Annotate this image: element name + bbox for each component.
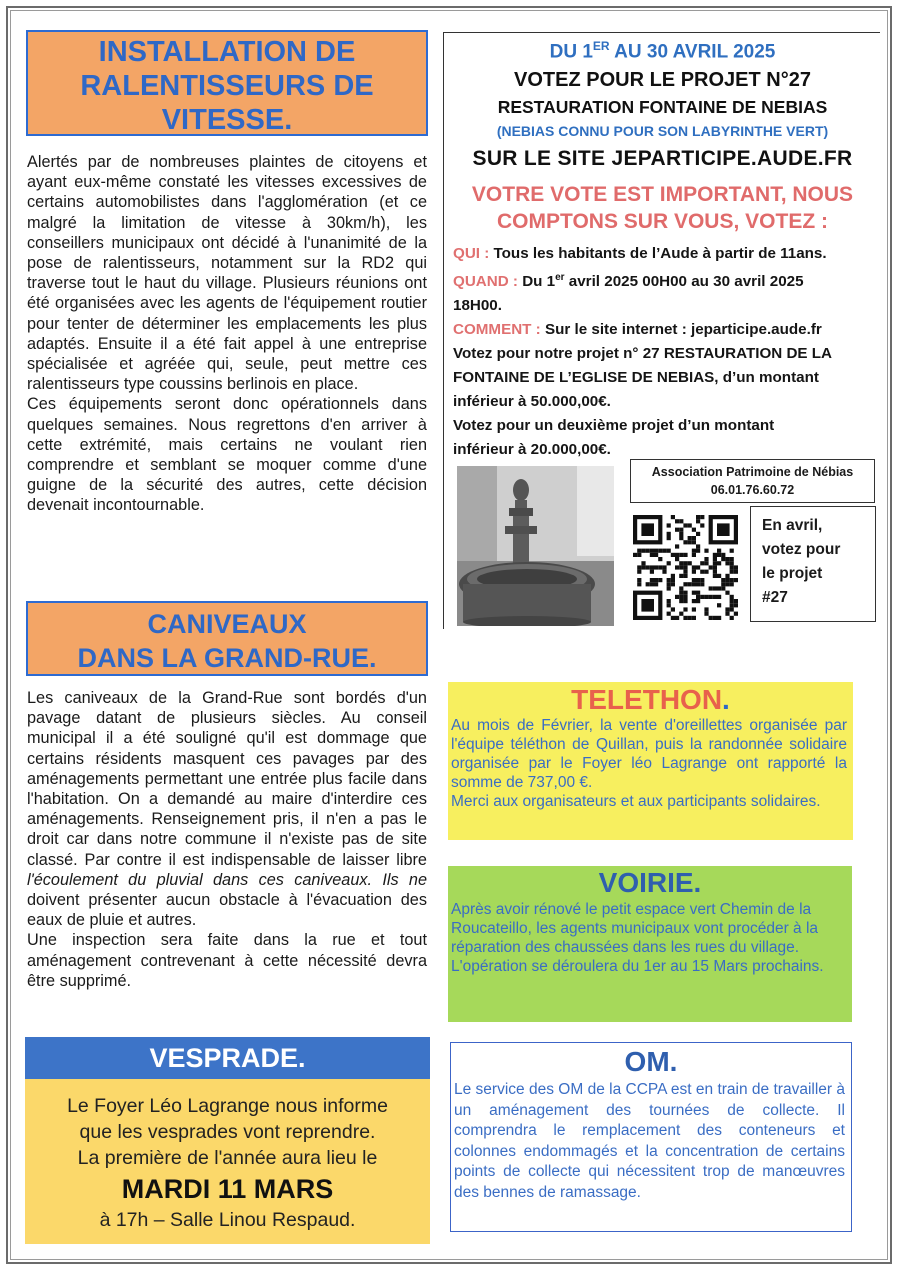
- april-line: En avril,: [762, 517, 823, 534]
- vesprade-body: [25, 1079, 430, 1233]
- vote-site: SUR LE SITE JEPARTICIPE.AUDE.FR: [472, 147, 853, 170]
- caniveaux-text: doivent présenter aucun obstacle à l'évacuation des eaux de pluie et autres.: [27, 891, 427, 930]
- vesprade-box: [25, 1037, 430, 1244]
- vote-qui-label: QUI :: [453, 245, 490, 262]
- telethon-text: [448, 716, 853, 811]
- voirie-box: [448, 866, 852, 1022]
- ralentisseurs-title: [26, 30, 428, 136]
- qr-code-graphic: [632, 512, 738, 622]
- caniveaux-text-italic: l'écoulement du pluvial dans ces caniveaux. Ils ne: [27, 870, 427, 889]
- vote-dates-text: AU 30 AVRIL 2025: [609, 41, 776, 63]
- voirie-title: VOIRIE.: [598, 867, 702, 898]
- om-box: [450, 1042, 852, 1232]
- telethon-title: [448, 682, 853, 716]
- vote-line: Votez pour notre projet n° 27 RESTAURATION DE LA: [453, 345, 833, 363]
- telethon-title-dot: .: [722, 684, 730, 715]
- vote-line: inférieur à 20.000,00€.: [453, 441, 611, 459]
- voirie-paragraph: Après avoir rénové le petit espace vert Chemin de la Roucateillo, les agents municipaux vont procéder à la réparation des chaussées dans les rues du village.: [451, 901, 819, 956]
- vote-qui: [453, 242, 879, 266]
- vesprade-line: Le Foyer Léo Lagrange nous informe: [67, 1095, 388, 1117]
- vote-line: Votez pour un deuxième projet d’un montant: [453, 417, 775, 435]
- voirie-paragraph: L'opération se déroulera du 1er au 15 Mars prochains.: [451, 958, 824, 975]
- ralentisseurs-title-line: RALENTISSEURS DE: [80, 70, 374, 102]
- vesprade-line: que les vesprades vont reprendre.: [79, 1121, 376, 1143]
- caniveaux-title-line: CANIVEAUX: [147, 609, 307, 639]
- voirie-text: [448, 900, 852, 976]
- caniveaux-paragraph: Une inspection sera faite dans la rue et tout aménagement contrevenant à cette nécessité devra être supprimé.: [27, 931, 427, 990]
- vesprade-title: VESPRADE.: [25, 1037, 430, 1079]
- telethon-paragraph: Merci aux organisateurs et aux participants solidaires.: [451, 793, 821, 810]
- telethon-box: [448, 682, 853, 840]
- vote-quand-text: Du 1: [517, 273, 556, 291]
- vote-quand-label: QUAND :: [453, 273, 518, 291]
- vesprade-line: à 17h – Salle Linou Respaud.: [99, 1209, 356, 1231]
- vote-comment-text: Sur le site internet : jeparticipe.aude.fr: [540, 321, 822, 339]
- april-vote-reminder: [750, 506, 876, 622]
- om-title: OM.: [624, 1046, 678, 1077]
- ralentisseurs-title-line: INSTALLATION DE: [98, 36, 356, 68]
- fountain-photo: [457, 466, 614, 626]
- vote-project: VOTEZ POUR LE PROJET N°27: [514, 69, 811, 91]
- vote-important-line: COMPTONS SUR VOUS, VOTEZ :: [497, 210, 828, 233]
- vote-known-for: (NEBIAS CONNU POUR SON LABYRINTHE VERT): [496, 123, 829, 139]
- vote-dates-text: DU 1: [549, 41, 593, 63]
- caniveaux-text: Les caniveaux de la Grand-Rue sont bordés d'un pavage datant de plusieurs siècles. Au conseil municipal il a été souligné qu'il est dommage que certains résidents masquent ces pavages par des aménagements permettant une entrée plus facile dans l'habitation. On a demandé au maire d'interdire ces aménagements. Renseignement pris, il n'en a pas le droit car dans notre commune il n'existe pas de site classé. Par contre il est indispensable de laisser libre: [27, 689, 427, 869]
- association-name: Association Patrimoine de Nébias: [651, 465, 854, 479]
- qr-code-icon[interactable]: [632, 512, 738, 622]
- vote-important-line: VOTRE VOTE EST IMPORTANT, NOUS: [471, 183, 854, 206]
- vote-quand-sup: er: [555, 272, 565, 283]
- vote-quand-time: 18H00.: [453, 297, 502, 315]
- vote-details: [453, 242, 879, 462]
- caniveaux-title: [26, 601, 428, 676]
- ralentisseurs-paragraph: Alertés par de nombreuses plaintes de citoyens et ayant eux-même constaté les vitesses excessives de certains automobilistes dans l'agglomération (et ce malgré la limitation de vitesse à 30km/h), les conseillers municipaux ont décidé à l'unanimité de la pose de ralentisseurs, notamment sur la RD2 qui traverse tout le haut du village. Plusieurs réunions ont été organisées avec les agents de l'équipement routier pour tenter de déterminer les emplacements les plus adaptés. Ensuite il a été fait appel à une entreprise spécialisée et agréée qui, seule, peut mettre ces ralentisseurs type coussins berlinois en place.: [27, 153, 427, 394]
- telethon-title-text: TELETHON: [571, 684, 723, 715]
- vote-comment: [453, 318, 879, 342]
- april-line: #27: [762, 589, 788, 606]
- april-line: votez pour: [762, 541, 841, 558]
- vote-important: [444, 181, 881, 235]
- april-line: le projet: [762, 565, 823, 582]
- vesprade-line: La première de l'année aura lieu le: [77, 1147, 378, 1169]
- vesprade-date: MARDI 11 MARS: [121, 1174, 334, 1204]
- ralentisseurs-article: [27, 152, 427, 516]
- vote-quand: [453, 266, 879, 294]
- fountain-photo-illustration: [457, 466, 614, 626]
- om-text: Le service des OM de la CCPA est en train de travailler à un aménagement des tournées de collecte. Il comprendra le remplacement des conteneurs et colonnes endommagés et la concentration de certains points de collecte qui nécessitent trop de manœuvres des bennes de ramassage.: [454, 1081, 845, 1201]
- telethon-paragraph: Au mois de Février, la vente d'oreillettes organisée par l'équipe téléthon de Quillan, puis la randonnée solidaire organisée par le Foyer léo Lagrange ont rapporté la somme de 737,00 €.: [451, 717, 847, 791]
- caniveaux-article: [27, 688, 427, 991]
- vote-dates: [444, 39, 881, 63]
- vote-dates-sup: ER: [592, 39, 610, 53]
- vote-line: inférieur à 50.000,00€.: [453, 393, 611, 411]
- association-phone: 06.01.76.60.72: [710, 483, 795, 497]
- vote-qui-text: Tous les habitants de l’Aude à partir de 11ans.: [489, 245, 827, 262]
- vote-restoration: RESTAURATION FONTAINE DE NEBIAS: [497, 97, 828, 117]
- ralentisseurs-title-line: VITESSE.: [161, 104, 293, 136]
- caniveaux-title-line: DANS LA GRAND-RUE.: [77, 643, 377, 673]
- vote-quand-text: avril 2025 00H00 au 30 avril 2025: [564, 273, 804, 291]
- vote-comment-label: COMMENT :: [453, 321, 541, 339]
- caniveaux-paragraph: [27, 688, 427, 930]
- vote-line: FONTAINE DE L’EGLISE DE NEBIAS, d’un montant: [453, 369, 819, 387]
- association-contact: [630, 459, 875, 503]
- ralentisseurs-paragraph: Ces équipements seront donc opérationnels dans quelques semaines. Nous regrettons d'en arriver à cette extrémité, mais certains ne voulant rien comprendre et semblant se moquer comme d'une guigne de la sécurité des autres, cette décision devenait incontournable.: [27, 395, 427, 515]
